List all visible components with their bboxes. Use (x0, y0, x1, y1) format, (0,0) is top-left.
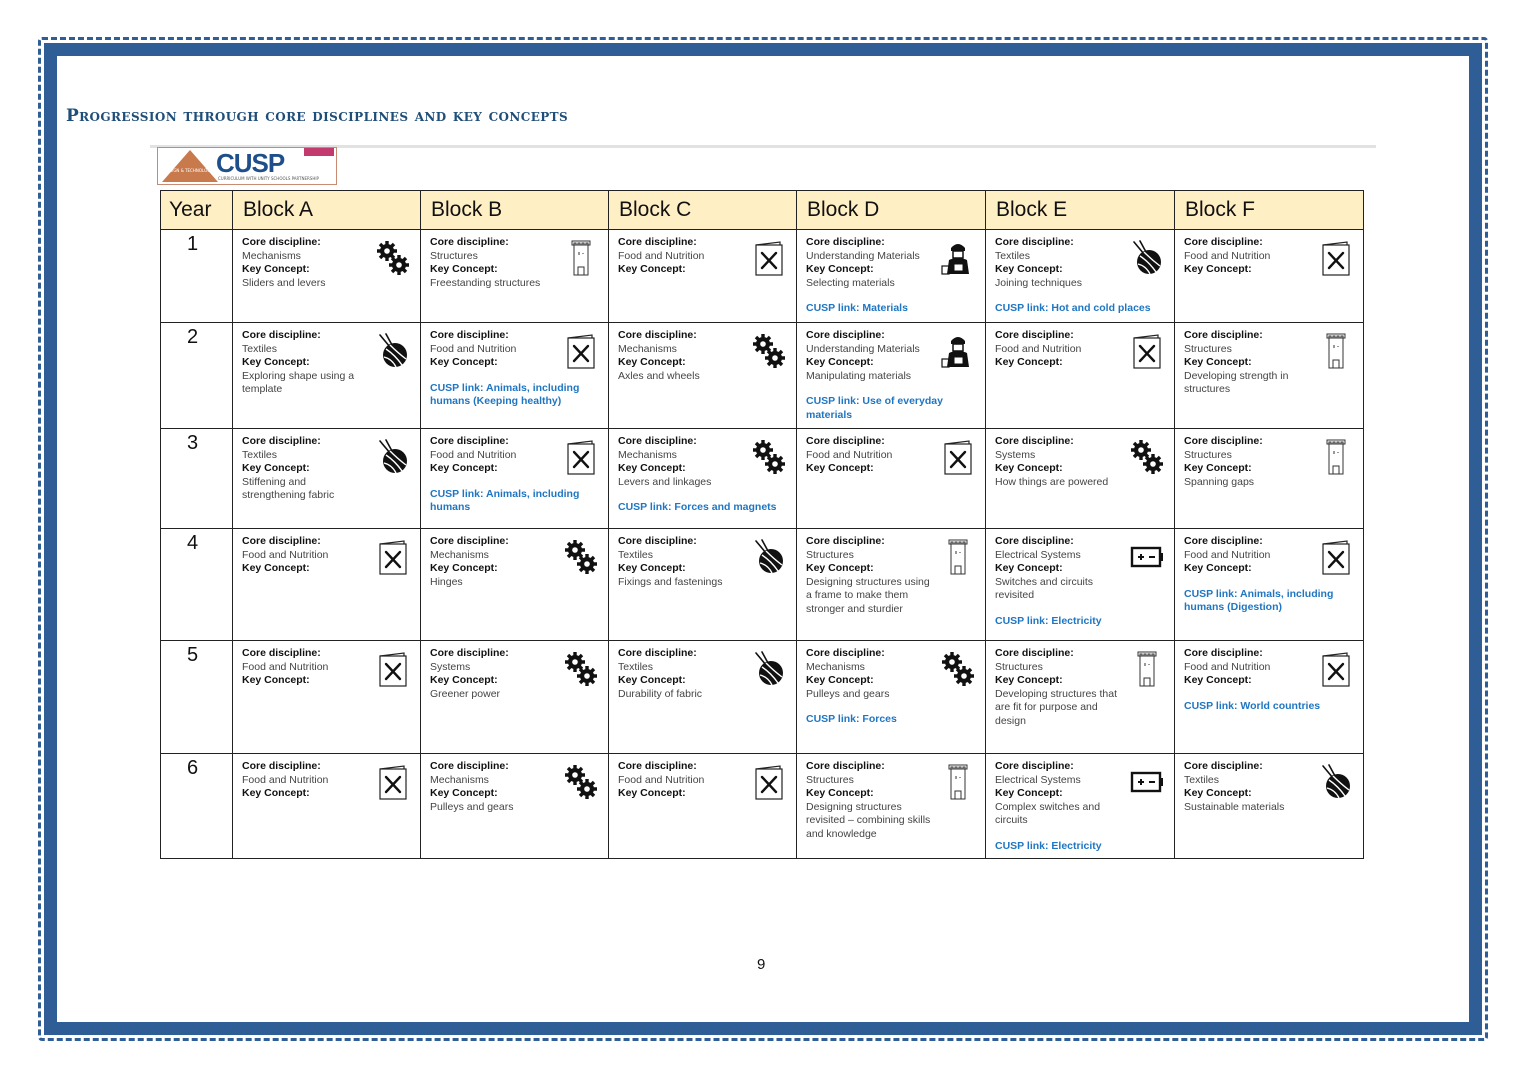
key-concept-value: Switches and circuits revisited (995, 575, 1094, 602)
key-concept-label: Key Concept: (806, 263, 874, 276)
year-cell: 2 (161, 323, 233, 429)
core-discipline-label: Core discipline: (806, 329, 885, 341)
core-discipline-label: Core discipline: (1184, 647, 1263, 659)
cutlery-book-icon (752, 240, 786, 276)
core-discipline-value: Food and Nutrition (618, 773, 705, 786)
yarn-icon (1319, 764, 1353, 800)
core-discipline-label: Core discipline: (806, 435, 885, 447)
gears-icon (564, 539, 598, 575)
core-discipline-label: Core discipline: (242, 535, 321, 547)
core-discipline-label: Core discipline: (806, 535, 885, 547)
key-concept-value: How things are powered (995, 475, 1109, 488)
core-discipline-value: Electrical Systems (995, 773, 1081, 786)
core-discipline-label: Core discipline: (430, 329, 509, 341)
cutlery-book-icon (941, 439, 975, 475)
logo-wordmark: CUSP (216, 148, 285, 178)
core-discipline-value: Mechanisms (618, 448, 677, 461)
cell-block-f (1175, 641, 1364, 754)
core-discipline-label: Core discipline: (995, 535, 1074, 547)
gears-icon (752, 439, 786, 475)
cusp-link: CUSP link: Hot and cold places (995, 302, 1151, 315)
year-cell: 5 (161, 641, 233, 754)
cutlery-book-icon (752, 764, 786, 800)
header-block-d: Block D (797, 191, 986, 230)
key-concept-label: Key Concept: (995, 356, 1063, 369)
battery-icon (1130, 539, 1164, 575)
core-discipline-label: Core discipline: (1184, 760, 1263, 772)
key-concept-value: Exploring shape using a template (242, 369, 355, 396)
core-discipline-label: Core discipline: (995, 647, 1074, 659)
core-discipline-value: Mechanisms (242, 249, 301, 262)
key-concept-label: Key Concept: (618, 462, 686, 475)
gears-icon (941, 651, 975, 687)
cutlery-book-icon (376, 651, 410, 687)
cell-block-e (986, 754, 1175, 859)
yarn-icon (376, 439, 410, 475)
core-discipline-label: Core discipline: (806, 236, 885, 248)
table-row (161, 429, 1364, 529)
core-discipline-label: Core discipline: (242, 236, 321, 248)
header-row (161, 191, 1364, 230)
core-discipline-label: Core discipline: (618, 760, 697, 772)
cell-block-f (1175, 754, 1364, 859)
cell-block-c (609, 230, 797, 323)
key-concept-label: Key Concept: (618, 356, 686, 369)
cell-block-c (609, 529, 797, 641)
header-year: Year (161, 191, 233, 230)
header-block-c: Block C (609, 191, 797, 230)
table-row (161, 641, 1364, 754)
core-discipline-value: Structures (995, 660, 1043, 673)
header-block-a: Block A (233, 191, 421, 230)
key-concept-label: Key Concept: (806, 462, 874, 475)
core-discipline-value: Electrical Systems (995, 548, 1081, 561)
core-discipline-label: Core discipline: (618, 435, 697, 447)
cutlery-book-icon (564, 439, 598, 475)
cusp-link: CUSP link: Animals, including humans (Keeping healthy) (430, 381, 580, 408)
worker-icon (941, 333, 975, 369)
key-concept-value: Designing structures revisited – combining skills and knowledge (806, 800, 931, 840)
tower-icon (564, 240, 598, 276)
core-discipline-label: Core discipline: (430, 435, 509, 447)
key-concept-value: Hinges (430, 575, 463, 588)
key-concept-value: Developing strength in structures (1184, 369, 1289, 396)
core-discipline-value: Mechanisms (430, 773, 489, 786)
cell-block-a (233, 641, 421, 754)
core-discipline-value: Textiles (1184, 773, 1220, 786)
cell-block-f (1175, 230, 1364, 323)
cell-block-f (1175, 429, 1364, 529)
core-discipline-label: Core discipline: (1184, 435, 1263, 447)
key-concept-value: Durability of fabric (618, 687, 703, 700)
key-concept-value: Sliders and levers (242, 276, 326, 289)
core-discipline-value: Structures (430, 249, 478, 262)
worker-icon (941, 240, 975, 276)
logo-triangle (162, 150, 218, 182)
cell-block-b (421, 529, 609, 641)
gears-icon (1130, 439, 1164, 475)
key-concept-label: Key Concept: (430, 674, 498, 687)
key-concept-label: Key Concept: (806, 674, 874, 687)
cusp-link: CUSP link: Materials (806, 302, 908, 315)
progression-table (160, 190, 1364, 859)
cusp-link: CUSP link: Electricity (995, 839, 1102, 852)
core-discipline-label: Core discipline: (1184, 236, 1263, 248)
key-concept-value: Sustainable materials (1184, 800, 1285, 813)
core-discipline-value: Textiles (995, 249, 1031, 262)
key-concept-value: Complex switches and circuits (995, 800, 1101, 827)
key-concept-label: Key Concept: (430, 462, 498, 475)
cutlery-book-icon (564, 333, 598, 369)
core-discipline-value: Systems (995, 448, 1036, 461)
core-discipline-value: Textiles (618, 548, 654, 561)
key-concept-label: Key Concept: (618, 562, 686, 575)
core-discipline-label: Core discipline: (430, 760, 509, 772)
year-cell: 6 (161, 754, 233, 859)
tower-icon (1319, 333, 1353, 369)
cell-block-e (986, 641, 1175, 754)
core-discipline-value: Food and Nutrition (242, 660, 329, 673)
key-concept-value: Axles and wheels (618, 369, 700, 382)
cutlery-book-icon (1319, 539, 1353, 575)
cell-block-c (609, 641, 797, 754)
core-discipline-value: Food and Nutrition (995, 342, 1082, 355)
cell-block-b (421, 641, 609, 754)
key-concept-label: Key Concept: (1184, 356, 1252, 369)
key-concept-label: Key Concept: (242, 356, 310, 369)
cell-block-b (421, 754, 609, 859)
key-concept-value: Developing structures that are fit for purpose and design (995, 687, 1117, 727)
cusp-logo (157, 147, 337, 185)
tower-icon (941, 539, 975, 575)
key-concept-label: Key Concept: (242, 674, 310, 687)
key-concept-value: Stiffening and strengthening fabric (242, 475, 335, 502)
key-concept-value: Freestanding structures (430, 276, 541, 289)
cell-block-c (609, 323, 797, 429)
key-concept-label: Key Concept: (618, 674, 686, 687)
yarn-icon (752, 651, 786, 687)
key-concept-label: Key Concept: (242, 787, 310, 800)
cell-block-d (797, 323, 986, 429)
key-concept-label: Key Concept: (430, 562, 498, 575)
core-discipline-label: Core discipline: (995, 329, 1074, 341)
core-discipline-label: Core discipline: (242, 329, 321, 341)
core-discipline-value: Food and Nutrition (242, 773, 329, 786)
core-discipline-value: Food and Nutrition (1184, 548, 1271, 561)
cell-block-b (421, 230, 609, 323)
core-discipline-value: Mechanisms (618, 342, 677, 355)
core-discipline-value: Structures (806, 548, 854, 561)
core-discipline-label: Core discipline: (430, 647, 509, 659)
key-concept-label: Key Concept: (1184, 787, 1252, 800)
core-discipline-value: Structures (1184, 342, 1232, 355)
table-row (161, 323, 1364, 429)
core-discipline-label: Core discipline: (995, 236, 1074, 248)
year-cell: 1 (161, 230, 233, 323)
core-discipline-label: Core discipline: (430, 535, 509, 547)
key-concept-value: Fixings and fastenings (618, 575, 723, 588)
key-concept-label: Key Concept: (806, 562, 874, 575)
year-cell: 4 (161, 529, 233, 641)
key-concept-label: Key Concept: (430, 356, 498, 369)
core-discipline-value: Mechanisms (806, 660, 865, 673)
cell-block-a (233, 529, 421, 641)
cell-block-a (233, 754, 421, 859)
cell-block-a (233, 230, 421, 323)
cell-block-e (986, 529, 1175, 641)
cell-block-c (609, 754, 797, 859)
core-discipline-label: Core discipline: (618, 535, 697, 547)
cutlery-book-icon (1319, 651, 1353, 687)
cusp-link: CUSP link: Electricity (995, 614, 1102, 627)
gears-icon (564, 764, 598, 800)
cusp-link: CUSP link: Forces and magnets (618, 501, 777, 514)
key-concept-label: Key Concept: (242, 562, 310, 575)
key-concept-label: Key Concept: (995, 462, 1063, 475)
core-discipline-label: Core discipline: (618, 236, 697, 248)
cell-block-e (986, 323, 1175, 429)
gears-icon (564, 651, 598, 687)
page-number: 9 (757, 956, 766, 973)
gears-icon (376, 240, 410, 276)
core-discipline-value: Structures (1184, 448, 1232, 461)
key-concept-label: Key Concept: (806, 356, 874, 369)
core-discipline-value: Understanding Materials (806, 249, 920, 262)
core-discipline-label: Core discipline: (618, 647, 697, 659)
cell-block-e (986, 230, 1175, 323)
key-concept-label: Key Concept: (430, 263, 498, 276)
table-row (161, 230, 1364, 323)
header-block-e: Block E (986, 191, 1175, 230)
key-concept-value: Greener power (430, 687, 501, 700)
cutlery-book-icon (376, 539, 410, 575)
core-discipline-value: Mechanisms (430, 548, 489, 561)
key-concept-value: Pulleys and gears (430, 800, 514, 813)
core-discipline-value: Food and Nutrition (1184, 249, 1271, 262)
key-concept-label: Key Concept: (995, 562, 1063, 575)
gears-icon (752, 333, 786, 369)
core-discipline-value: Food and Nutrition (1184, 660, 1271, 673)
core-discipline-label: Core discipline: (995, 435, 1074, 447)
logo-side-label: DESIGN & TECHNOLOGY (164, 168, 213, 173)
key-concept-label: Key Concept: (430, 787, 498, 800)
cusp-link: CUSP link: World countries (1184, 699, 1321, 712)
table-row (161, 529, 1364, 641)
key-concept-label: Key Concept: (1184, 674, 1252, 687)
key-concept-label: Key Concept: (806, 787, 874, 800)
core-discipline-value: Food and Nutrition (618, 249, 705, 262)
key-concept-value: Selecting materials (806, 276, 895, 289)
cell-block-e (986, 429, 1175, 529)
core-discipline-value: Food and Nutrition (430, 342, 517, 355)
key-concept-value: Pulleys and gears (806, 687, 890, 700)
core-discipline-value: Textiles (242, 448, 278, 461)
key-concept-label: Key Concept: (618, 787, 686, 800)
logo-badge (304, 148, 334, 156)
cusp-link: CUSP link: Animals, including humans (Digestion) (1184, 587, 1334, 614)
cell-block-f (1175, 529, 1364, 641)
core-discipline-label: Core discipline: (430, 236, 509, 248)
key-concept-label: Key Concept: (1184, 562, 1252, 575)
core-discipline-value: Food and Nutrition (242, 548, 329, 561)
core-discipline-label: Core discipline: (806, 760, 885, 772)
core-discipline-label: Core discipline: (806, 647, 885, 659)
key-concept-label: Key Concept: (995, 263, 1063, 276)
header-block-b: Block B (421, 191, 609, 230)
core-discipline-label: Core discipline: (995, 760, 1074, 772)
key-concept-value: Joining techniques (995, 276, 1082, 289)
cell-block-f (1175, 323, 1364, 429)
core-discipline-value: Textiles (242, 342, 278, 355)
key-concept-value: Designing structures using a frame to make them stronger and sturdier (806, 575, 930, 615)
cusp-link: CUSP link: Use of everyday materials (806, 395, 943, 421)
core-discipline-label: Core discipline: (242, 435, 321, 447)
page-title: Progression through core disciplines and key concepts (66, 106, 569, 126)
cell-block-b (421, 429, 609, 529)
tower-icon (1319, 439, 1353, 475)
key-concept-label: Key Concept: (1184, 263, 1252, 276)
core-discipline-value: Textiles (618, 660, 654, 673)
core-discipline-value: Systems (430, 660, 471, 673)
core-discipline-label: Core discipline: (242, 647, 321, 659)
core-discipline-label: Core discipline: (1184, 535, 1263, 547)
cutlery-book-icon (376, 764, 410, 800)
key-concept-value: Spanning gaps (1184, 475, 1255, 488)
cell-block-a (233, 429, 421, 529)
yarn-icon (1130, 240, 1164, 276)
core-discipline-value: Structures (806, 773, 854, 786)
core-discipline-label: Core discipline: (242, 760, 321, 772)
tower-icon (941, 764, 975, 800)
key-concept-label: Key Concept: (618, 263, 686, 276)
logo-subtitle: CURRICULUM WITH UNITY SCHOOLS PARTNERSHIP (218, 176, 319, 181)
core-discipline-value: Understanding Materials (806, 342, 920, 355)
year-cell: 3 (161, 429, 233, 529)
key-concept-label: Key Concept: (1184, 462, 1252, 475)
key-concept-label: Key Concept: (995, 787, 1063, 800)
cell-block-c (609, 429, 797, 529)
key-concept-value: Levers and linkages (618, 475, 712, 488)
cutlery-book-icon (1130, 333, 1164, 369)
battery-icon (1130, 764, 1164, 800)
core-discipline-label: Core discipline: (1184, 329, 1263, 341)
cusp-link: CUSP link: Animals, including humans (430, 487, 580, 514)
key-concept-label: Key Concept: (242, 263, 310, 276)
yarn-icon (752, 539, 786, 575)
cutlery-book-icon (1319, 240, 1353, 276)
cell-block-d (797, 230, 986, 323)
yarn-icon (376, 333, 410, 369)
key-concept-label: Key Concept: (242, 462, 310, 475)
key-concept-label: Key Concept: (995, 674, 1063, 687)
header-block-f: Block F (1175, 191, 1364, 230)
cusp-link: CUSP link: Forces (806, 713, 897, 726)
cell-block-a (233, 323, 421, 429)
core-discipline-label: Core discipline: (618, 329, 697, 341)
cell-block-d (797, 429, 986, 529)
core-discipline-value: Food and Nutrition (430, 448, 517, 461)
table-row (161, 754, 1364, 859)
cell-block-d (797, 529, 986, 641)
tower-icon (1130, 651, 1164, 687)
core-discipline-value: Food and Nutrition (806, 448, 893, 461)
cell-block-d (797, 754, 986, 859)
cell-block-b (421, 323, 609, 429)
cell-block-d (797, 641, 986, 754)
key-concept-value: Manipulating materials (806, 369, 912, 382)
